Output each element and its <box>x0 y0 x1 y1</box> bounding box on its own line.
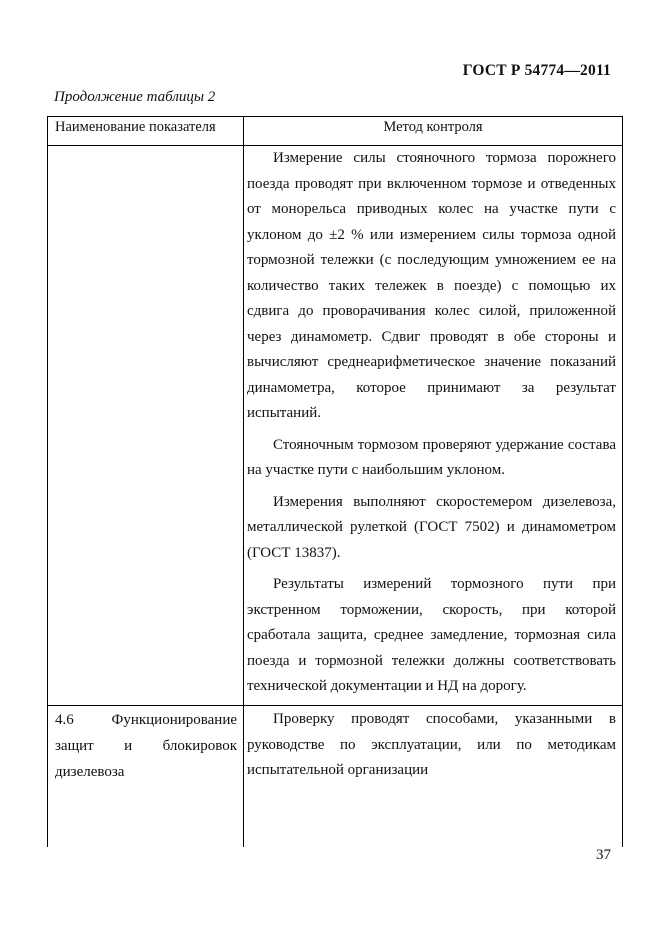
table-right-border <box>622 116 623 847</box>
method-paragraph: Проверку проводят способами, указанными в руководстве по эксплуатации, или по методикам испытательной организации <box>247 711 616 778</box>
row-divider <box>47 705 623 706</box>
table-left-border <box>47 116 48 847</box>
method-paragraph: Стояночным тормозом проверяют удержание состава на участке пути с наибольшим уклоном. <box>247 436 616 478</box>
column-divider <box>243 116 244 847</box>
table-top-border <box>47 116 623 117</box>
row1-method-cell <box>247 146 616 700</box>
column-header-indicator: Наименование показателя <box>55 119 216 135</box>
page-number: 37 <box>596 847 611 863</box>
row2-indicator-cell: 4.6 Функционирование защит и блокировок дизелевоза <box>55 712 237 780</box>
method-paragraph: Измерения выполняют скоростемером дизелевоза, металлической рулеткой (ГОСТ 7502) и динамометром (ГОСТ 13837). <box>247 493 616 561</box>
method-paragraph: Результаты измерений тормозного пути при экстренном торможении, скорость, при которой сработала защита, среднее замедление, тормозная сила поезда и тормозной тележки должны соответствовать технической документации и НД на дорогу. <box>247 576 616 694</box>
method-paragraph: Измерение силы стояночного тормоза порожнего поезда проводят при включенном тормозе и отведенных от монорельса приводных колес на участке пути с уклоном до ±2 % или измерением силы тормоза одной тормозной тележки (с последующим умножением ее на количество таких тележек в поезде) с помощью их сдвига до проворачивания колес силой, приложенной через динамометр. Сдвиг проводят в обе стороны и вычисляют среднеарифметическое значение показаний динамометра, которое принимают за результат испытаний. <box>247 150 616 421</box>
row2-method-cell <box>247 707 616 784</box>
document-standard-header: ГОСТ Р 54774—2011 <box>462 62 611 79</box>
column-header-method: Метод контроля <box>383 119 483 135</box>
specification-table <box>47 116 623 847</box>
table-caption: Продолжение таблицы 2 <box>54 89 216 105</box>
